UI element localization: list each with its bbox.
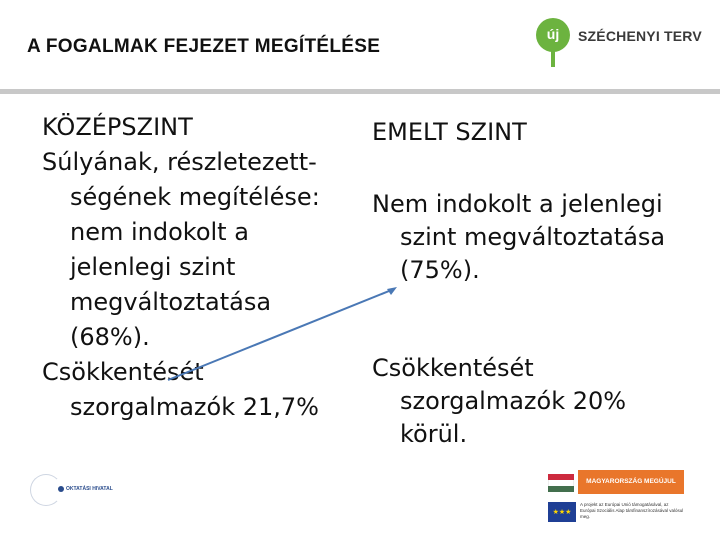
- badge-banner: MAGYARORSZÁG MEGÚJUL: [578, 470, 684, 494]
- emelt-szint-heading: EMELT SZINT: [372, 118, 527, 146]
- eu-flag-icon: [548, 502, 576, 522]
- emelt-szint-item-weight: Nem indokolt a jelenlegi szint megváltoztatása (75%).: [372, 190, 666, 284]
- connector-line: [168, 289, 394, 380]
- office-dot-icon: [58, 486, 64, 492]
- hungarian-flag-icon: [548, 474, 574, 492]
- eu-stars-icon: ★★★: [552, 508, 572, 516]
- kozepszint-item-weight: Súlyának, részletezett-ségének megítélése: nem indokolt a jelenlegi szint megváltoztatása (68%).: [42, 148, 320, 351]
- connector-arrowhead-icon: [387, 287, 397, 295]
- funding-badge: [548, 468, 684, 528]
- emelt-szint-item-reduce: Csökkentését szorgalmazók 20% körül.: [372, 354, 627, 448]
- kozepszint-heading: KÖZÉPSZINT: [42, 113, 193, 141]
- office-logo-text: OKTATÁSI HIVATAL: [66, 486, 113, 492]
- slide-title: A FOGALMAK FEJEZET MEGÍTÉLÉSE: [27, 36, 381, 57]
- kozepszint-item-reduce: Csökkentését szorgalmazók 21,7%: [42, 358, 319, 421]
- oktatasi-hivatal-logo: [30, 474, 120, 504]
- logo-badge-text: új: [546, 26, 560, 42]
- logo-name: SZÉCHENYI TERV: [578, 28, 702, 44]
- badge-note: A projekt az Európai Unió támogatásával, az Európai Szociális Alap társfinanszírozásával valósul meg.: [580, 502, 684, 519]
